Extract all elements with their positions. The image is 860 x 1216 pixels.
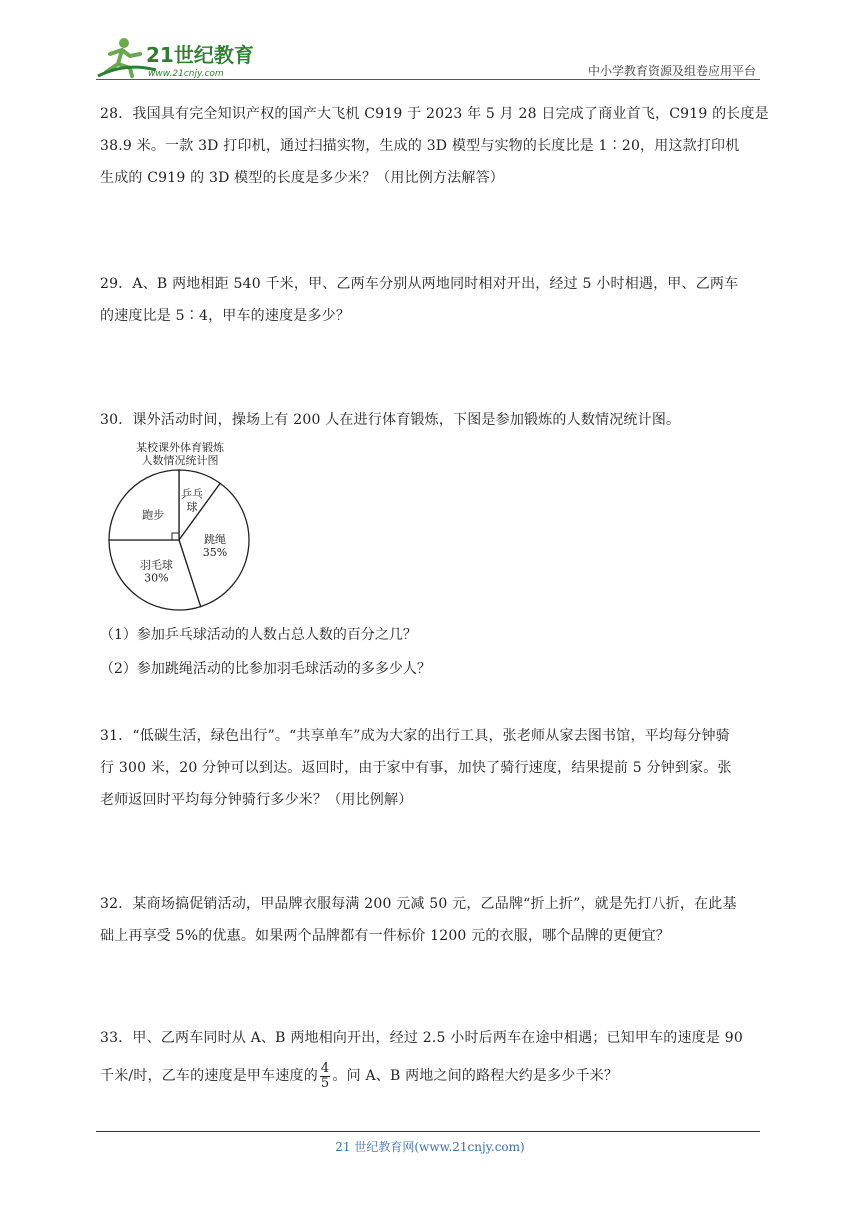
question-30-sub-2: （2）参加跳绳活动的比参加羽毛球活动的多多少人？ [100, 661, 431, 677]
question-33-line-2-end: 。问 A、B 两地之间的路程大约是多少千米？ [332, 1068, 619, 1084]
chart-title-line-2: 人数情况统计图 [141, 454, 219, 467]
question-30-sub-1: （1）参加乒乓球活动的人数占总人数的百分之几？ [100, 627, 417, 643]
question-31-line-1: 31．“低碳生活，绿色出行”。“共享单车”成为大家的出行工具，张老师从家去图书馆，平均每分钟骑 [100, 728, 730, 744]
pie-label-1-1: 35% [202, 546, 228, 560]
footer-text: 21 世纪教育网(www.21cnjy.com) [335, 1140, 525, 1154]
header-divider [96, 79, 760, 80]
question-32-line-2: 础上再享受 5%的优惠。如果两个品牌都有一件标价 1200 元的衣服，哪个品牌的更便宜？ [100, 928, 670, 944]
question-28-line-3: 生成的 C919 的 3D 模型的长度是多少米？（用比例方法解答） [100, 170, 504, 186]
question-31-line-2: 行 300 米，20 分钟可以到达。返回时，由于家中有事，加快了骑行速度，结果提前 5 分钟到家。张 [100, 760, 732, 776]
question-30-line-1: 30．课外活动时间，操场上有 200 人在进行体育锻炼，下图是参加锻炼的人数情况统计图。 [100, 412, 681, 428]
pie-label-2-1: 30% [144, 571, 169, 585]
fraction-denominator: 5 [320, 1075, 330, 1091]
logo-text: 21世纪教育 [146, 43, 254, 67]
pie-label-0-1: 球 [186, 500, 198, 514]
question-29-line-1: 29．A、B 两地相距 540 千米，甲、乙两车分别从两地同时相对开出，经过 5 小时相遇，甲、乙两车 [100, 276, 739, 292]
header-platform-text: 中小学教育资源及组卷应用平台 [587, 64, 756, 78]
question-28-line-2: 38.9 米。一款 3D 打印机，通过扫描实物，生成的 3D 模型与实物的长度比是 1∶20，用这款打印机 [100, 138, 740, 154]
pie-chart [100, 440, 260, 616]
question-33-line-2-start: 千米/时，乙车的速度是甲车速度的 [100, 1068, 318, 1084]
question-33 [100, 1022, 764, 1098]
question-32-line-1: 32．某商场搞促销活动，甲品牌衣服每满 200 元减 50 元，乙品牌“折上折”，就是先打八折，在此基 [100, 896, 737, 912]
site-logo [96, 32, 266, 80]
question-30 [100, 404, 764, 436]
pie-slice-3 [109, 470, 179, 540]
fraction-numerator: 4 [320, 1060, 330, 1076]
question-33-line-1: 33．甲、乙两车同时从 A、B 两地相向开出，经过 2.5 小时后两车在途中相遇；已知甲车的速度是 90 [100, 1030, 743, 1046]
question-29 [100, 268, 764, 332]
pie-label-3-0: 跑步 [142, 508, 165, 522]
question-32 [100, 888, 764, 952]
logo-url: www.21cnjy.com [148, 69, 224, 79]
fraction-four-fifths [320, 1062, 330, 1091]
question-29-line-2: 的速度比是 5∶4，甲车的速度是多少？ [100, 308, 351, 324]
footer-divider [96, 1131, 760, 1132]
question-31 [100, 720, 764, 816]
pie-label-0-0: 乒乓 [180, 487, 203, 501]
chart-title-line-1: 某校课外体育锻炼 [136, 441, 224, 454]
pie-label-2-0: 羽毛球 [139, 558, 173, 572]
question-28-line-1: 28．我国具有完全知识产权的国产大飞机 C919 于 2023 年 5 月 28 日完成了商业首飞，C919 的长度是 [100, 106, 769, 122]
pie-label-1-0: 跳绳 [203, 533, 226, 547]
question-28 [100, 98, 769, 194]
question-31-line-3: 老师返回时平均每分钟骑行多少米？（用比例解） [100, 792, 413, 808]
question-33-line-2 [100, 1054, 764, 1098]
